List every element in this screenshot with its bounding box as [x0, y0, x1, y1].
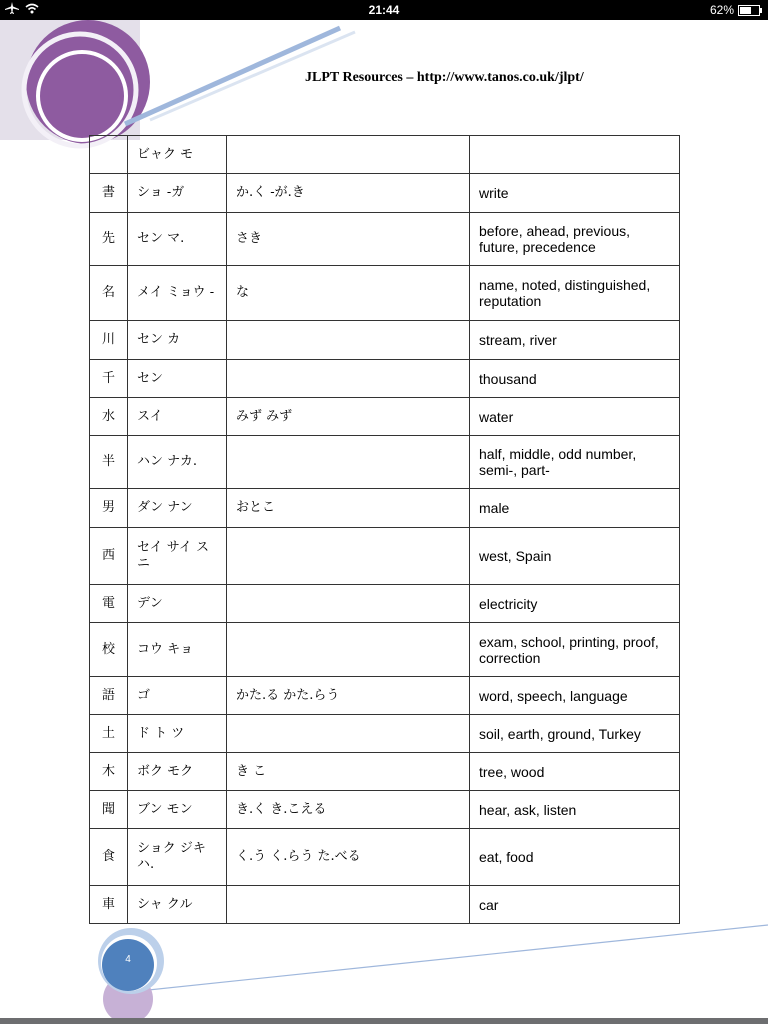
onyomi-cell: メイ ミョウ -: [128, 266, 227, 321]
kanji-cell: 聞: [90, 791, 128, 829]
kunyomi-cell: [227, 136, 470, 174]
table-row: [90, 585, 680, 623]
onyomi-cell: セン カ: [128, 321, 227, 360]
kunyomi-cell: [227, 436, 470, 489]
table-row: [90, 321, 680, 360]
onyomi-cell: ド ト ツ: [128, 715, 227, 753]
kanji-cell: 車: [90, 886, 128, 924]
kanji-table: [89, 135, 680, 924]
table-row: [90, 791, 680, 829]
kanji-cell: 校: [90, 623, 128, 677]
kanji-cell: 男: [90, 489, 128, 528]
meaning-cell: soil, earth, ground, Turkey: [470, 715, 680, 753]
meaning-cell: hear, ask, listen: [470, 791, 680, 829]
onyomi-cell: シャ クル: [128, 886, 227, 924]
onyomi-cell: ゴ: [128, 677, 227, 715]
kunyomi-cell: みず みず: [227, 398, 470, 436]
status-time: 21:44: [368, 3, 400, 17]
kanji-cell: 名: [90, 266, 128, 321]
meaning-cell: [470, 136, 680, 174]
kanji-cell: 千: [90, 360, 128, 398]
table-row: [90, 753, 680, 791]
kanji-cell: 電: [90, 585, 128, 623]
table-row: [90, 436, 680, 489]
kanji-cell: 書: [90, 174, 128, 213]
table-row: [90, 360, 680, 398]
kunyomi-cell: な: [227, 266, 470, 321]
kunyomi-cell: き.く き.こえる: [227, 791, 470, 829]
meaning-cell: water: [470, 398, 680, 436]
kunyomi-cell: [227, 715, 470, 753]
kanji-cell: 西: [90, 528, 128, 585]
table-row: [90, 489, 680, 528]
kunyomi-cell: [227, 528, 470, 585]
kanji-cell: 水: [90, 398, 128, 436]
onyomi-cell: セン: [128, 360, 227, 398]
onyomi-cell: ハン ナカ.: [128, 436, 227, 489]
kunyomi-cell: く.う く.らう た.べる: [227, 829, 470, 886]
onyomi-cell: ブン モン: [128, 791, 227, 829]
table-row: [90, 715, 680, 753]
table-row: [90, 623, 680, 677]
kunyomi-cell: き こ: [227, 753, 470, 791]
meaning-cell: stream, river: [470, 321, 680, 360]
meaning-cell: electricity: [470, 585, 680, 623]
kanji-cell: 川: [90, 321, 128, 360]
kanji-cell: 土: [90, 715, 128, 753]
table-row: [90, 266, 680, 321]
onyomi-cell: セン マ.: [128, 213, 227, 266]
table-row: [90, 528, 680, 585]
table-row: [90, 136, 680, 174]
table-row: [90, 398, 680, 436]
page-number: 4: [125, 954, 131, 965]
onyomi-cell: デン: [128, 585, 227, 623]
kanji-cell: 先: [90, 213, 128, 266]
kunyomi-cell: [227, 623, 470, 677]
kanji-cell: 語: [90, 677, 128, 715]
kanji-cell: 半: [90, 436, 128, 489]
onyomi-cell: ショク ジキ ハ.: [128, 829, 227, 886]
kunyomi-cell: かた.る かた.らう: [227, 677, 470, 715]
onyomi-cell: コウ キョ: [128, 623, 227, 677]
kanji-cell: 木: [90, 753, 128, 791]
table-row: [90, 174, 680, 213]
meaning-cell: west, Spain: [470, 528, 680, 585]
kunyomi-cell: か.く -が.き: [227, 174, 470, 213]
onyomi-cell: ビャク モ: [128, 136, 227, 174]
onyomi-cell: ボク モク: [128, 753, 227, 791]
meaning-cell: eat, food: [470, 829, 680, 886]
table-row: [90, 213, 680, 266]
battery-percent: 62%: [709, 3, 734, 17]
battery-icon: [738, 5, 760, 16]
onyomi-cell: スイ: [128, 398, 227, 436]
status-bar: [0, 0, 768, 20]
meaning-cell: before, ahead, previous, future, precedence: [470, 213, 680, 266]
onyomi-cell: ダン ナン: [128, 489, 227, 528]
kunyomi-cell: おとこ: [227, 489, 470, 528]
kunyomi-cell: [227, 360, 470, 398]
kunyomi-cell: さき: [227, 213, 470, 266]
meaning-cell: half, middle, odd number, semi-, part-: [470, 436, 680, 489]
meaning-cell: car: [470, 886, 680, 924]
bottom-bar: [0, 1018, 768, 1024]
header-title: JLPT Resources – http://www.tanos.co.uk/jlpt/: [305, 70, 584, 85]
kanji-cell: [90, 136, 128, 174]
meaning-cell: thousand: [470, 360, 680, 398]
kanji-cell: 食: [90, 829, 128, 886]
meaning-cell: name, noted, distinguished, reputation: [470, 266, 680, 321]
meaning-cell: word, speech, language: [470, 677, 680, 715]
meaning-cell: exam, school, printing, proof, correction: [470, 623, 680, 677]
meaning-cell: male: [470, 489, 680, 528]
onyomi-cell: セイ サイ スニ: [128, 528, 227, 585]
table-row: [90, 829, 680, 886]
onyomi-cell: ショ -ガ: [128, 174, 227, 213]
kunyomi-cell: [227, 585, 470, 623]
table-row: [90, 677, 680, 715]
meaning-cell: tree, wood: [470, 753, 680, 791]
kunyomi-cell: [227, 321, 470, 360]
meaning-cell: write: [470, 174, 680, 213]
